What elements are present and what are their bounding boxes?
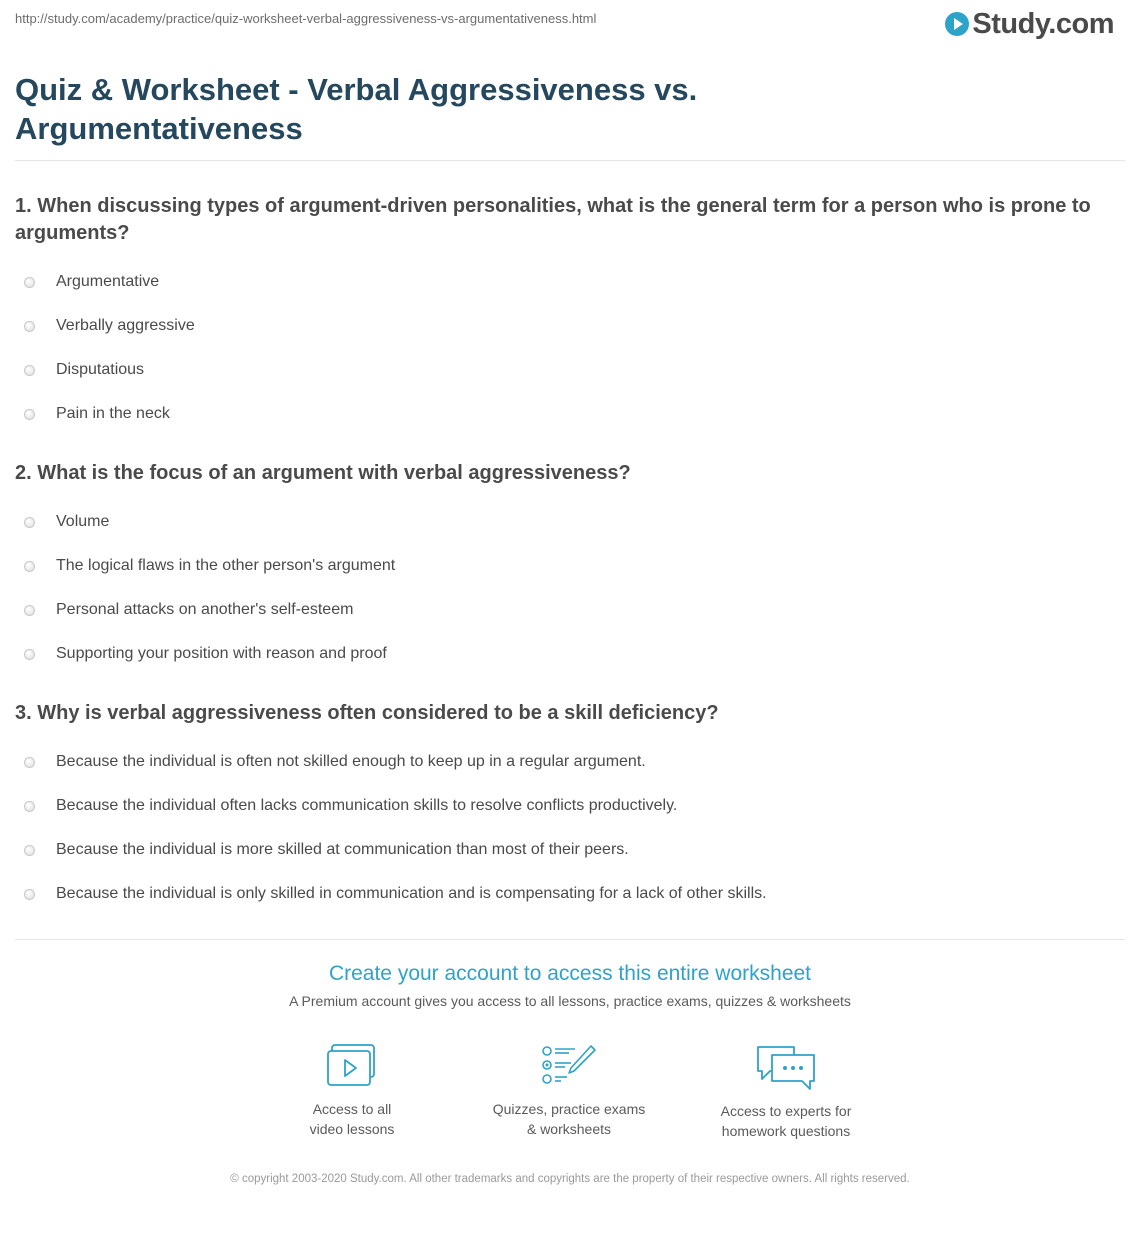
radio-button[interactable] xyxy=(24,277,35,288)
answer-option[interactable] xyxy=(15,872,1127,916)
answer-option[interactable] xyxy=(15,740,1127,784)
section-divider xyxy=(15,939,1125,940)
cta-subtitle: A Premium account gives you access to all lessons, practice exams, quizzes & worksheets xyxy=(289,993,851,1009)
answer-option[interactable] xyxy=(15,500,1127,544)
answer-label: Argumentative xyxy=(56,273,160,290)
header-divider xyxy=(15,160,1125,161)
answer-label: Supporting your position with reason and proof xyxy=(56,645,387,662)
radio-button[interactable] xyxy=(24,757,35,768)
question-1 xyxy=(15,193,1127,436)
signup-cta xyxy=(0,962,1140,1009)
radio-button[interactable] xyxy=(24,321,35,332)
logo-text: Study.com xyxy=(972,7,1114,40)
video-lesson-icon xyxy=(326,1043,378,1089)
answer-options xyxy=(15,260,1127,436)
answer-label: Because the individual often lacks communication skills to resolve conflicts productively. xyxy=(56,797,678,814)
answer-option[interactable] xyxy=(15,544,1127,588)
answer-label: Because the individual is often not skilled enough to keep up in a regular argument. xyxy=(56,753,646,770)
radio-button[interactable] xyxy=(24,409,35,420)
radio-button[interactable] xyxy=(24,517,35,528)
radio-button[interactable] xyxy=(24,649,35,660)
feature-video-lessons xyxy=(242,1043,462,1139)
quiz-checklist-icon xyxy=(541,1043,597,1089)
question-text: 1. When discussing types of argument-driven personalities, what is the general term for a person who is prone to arguments? xyxy=(15,195,1091,244)
answer-option[interactable] xyxy=(15,588,1127,632)
create-account-link[interactable]: Create your account to access this entire worksheet xyxy=(328,962,812,985)
study-logo[interactable] xyxy=(945,8,1114,40)
radio-button[interactable] xyxy=(24,365,35,376)
question-2 xyxy=(15,460,1127,676)
radio-button[interactable] xyxy=(24,561,35,572)
answer-option[interactable] xyxy=(15,392,1127,436)
page-url: http://study.com/academy/practice/quiz-worksheet-verbal-aggressiveness-vs-argumentativeness.html xyxy=(15,11,597,26)
feature-experts xyxy=(676,1043,896,1141)
answer-label: Personal attacks on another's self-esteem xyxy=(56,601,354,618)
feature-label: Access to experts for homework questions xyxy=(720,1103,852,1139)
question-3 xyxy=(15,700,1127,916)
answer-label: Verbally aggressive xyxy=(56,317,195,334)
feature-quizzes xyxy=(459,1043,679,1139)
copyright-text: © copyright 2003-2020 Study.com. All other trademarks and copyrights are the property of their respective owners. All rights reserved. xyxy=(230,1173,910,1185)
answer-label: Pain in the neck xyxy=(56,405,170,422)
radio-button[interactable] xyxy=(24,605,35,616)
answer-label: Volume xyxy=(56,513,110,530)
chat-bubbles-icon xyxy=(754,1043,818,1091)
question-text: 3. Why is verbal aggressiveness often considered to be a skill deficiency? xyxy=(15,702,719,724)
answer-options xyxy=(15,500,1127,676)
answer-option[interactable] xyxy=(15,828,1127,872)
answer-label: The logical flaws in the other person's argument xyxy=(56,557,396,574)
radio-button[interactable] xyxy=(24,845,35,856)
radio-button[interactable] xyxy=(24,889,35,900)
answer-option[interactable] xyxy=(15,260,1127,304)
answer-label: Disputatious xyxy=(56,361,145,378)
answer-option[interactable] xyxy=(15,632,1127,676)
answer-options xyxy=(15,740,1127,916)
feature-label: Access to all video lessons xyxy=(309,1101,395,1137)
answer-option[interactable] xyxy=(15,784,1127,828)
play-logo-icon xyxy=(945,12,969,36)
question-text: 2. What is the focus of an argument with verbal aggressiveness? xyxy=(15,462,631,484)
feature-label: Quizzes, practice exams & worksheets xyxy=(492,1101,646,1137)
answer-option[interactable] xyxy=(15,304,1127,348)
answer-label: Because the individual is only skilled in communication and is compensating for a lack of other skills. xyxy=(56,885,767,902)
radio-button[interactable] xyxy=(24,801,35,812)
page-title: Quiz & Worksheet - Verbal Aggressiveness vs. Argumentativeness xyxy=(15,72,698,146)
answer-label: Because the individual is more skilled at communication than most of their peers. xyxy=(56,841,629,858)
answer-option[interactable] xyxy=(15,348,1127,392)
